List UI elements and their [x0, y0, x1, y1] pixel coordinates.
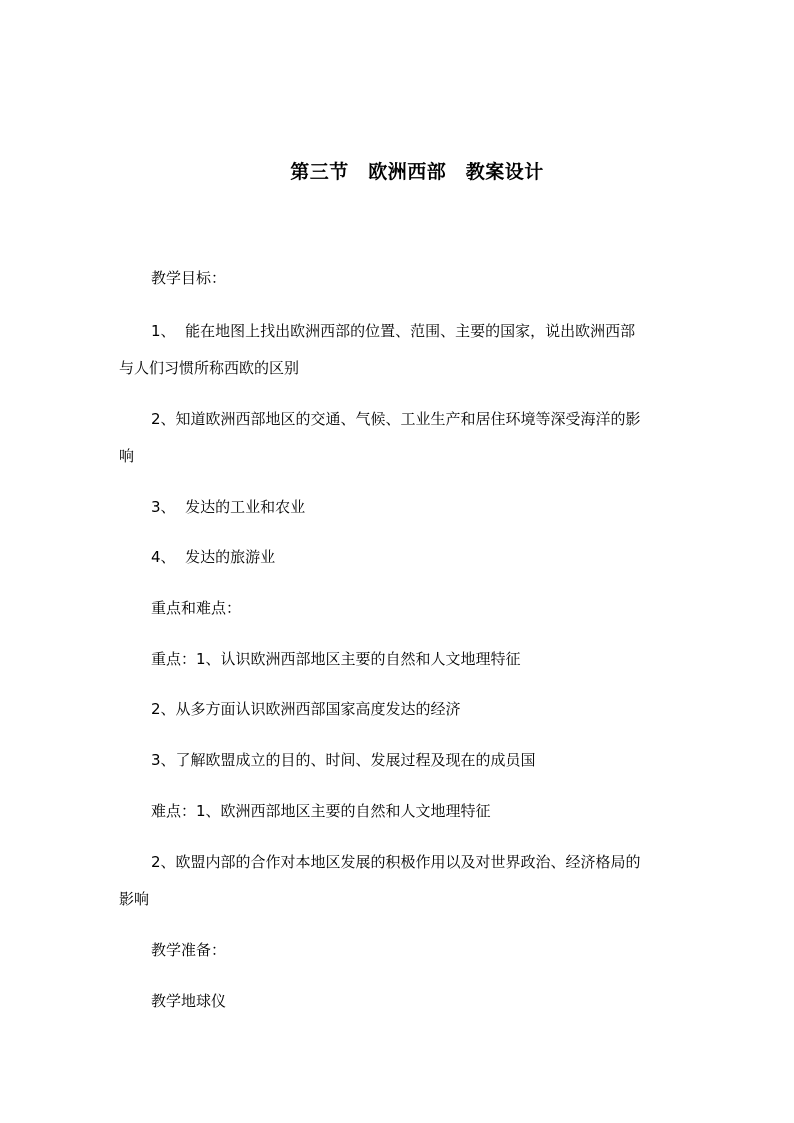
difficult-point-1: 难点：1、欧洲西部地区主要的自然和人文地理特征 [151, 802, 491, 820]
objective-4: 4、 发达的旅游业 [151, 548, 276, 566]
objective-2-line-1: 2、知道欧洲西部地区的交通、气候、工业生产和居住环境等深受海洋的影 [151, 410, 641, 428]
section-heading-key-points: 重点和难点： [151, 599, 242, 617]
key-point-3: 3、了解欧盟成立的目的、时间、发展过程及现在的成员国 [151, 751, 536, 769]
objective-3: 3、 发达的工业和农业 [151, 498, 306, 516]
difficult-point-2-line-2: 影响 [119, 890, 150, 908]
key-point-2: 2、从多方面认识欧洲西部国家高度发达的经济 [151, 700, 461, 718]
document-title: 第三节 欧洲西部 教案设计 [290, 161, 544, 183]
key-point-1: 重点：1、认识欧洲西部地区主要的自然和人文地理特征 [151, 650, 521, 668]
section-heading-preparation: 教学准备： [151, 941, 227, 959]
difficult-point-2-line-1: 2、欧盟内部的合作对本地区发展的积极作用以及对世界政治、经济格局的 [151, 853, 641, 871]
objective-1-line-1: 1、 能在地图上找出欧洲西部的位置、范围、主要的国家，说出欧洲西部 [151, 322, 636, 340]
objective-1-line-2: 与人们习惯所称西欧的区别 [119, 359, 300, 377]
preparation-item: 教学地球仪 [151, 992, 227, 1010]
section-heading-objectives: 教学目标： [151, 269, 227, 287]
objective-2-line-2: 响 [119, 447, 135, 465]
